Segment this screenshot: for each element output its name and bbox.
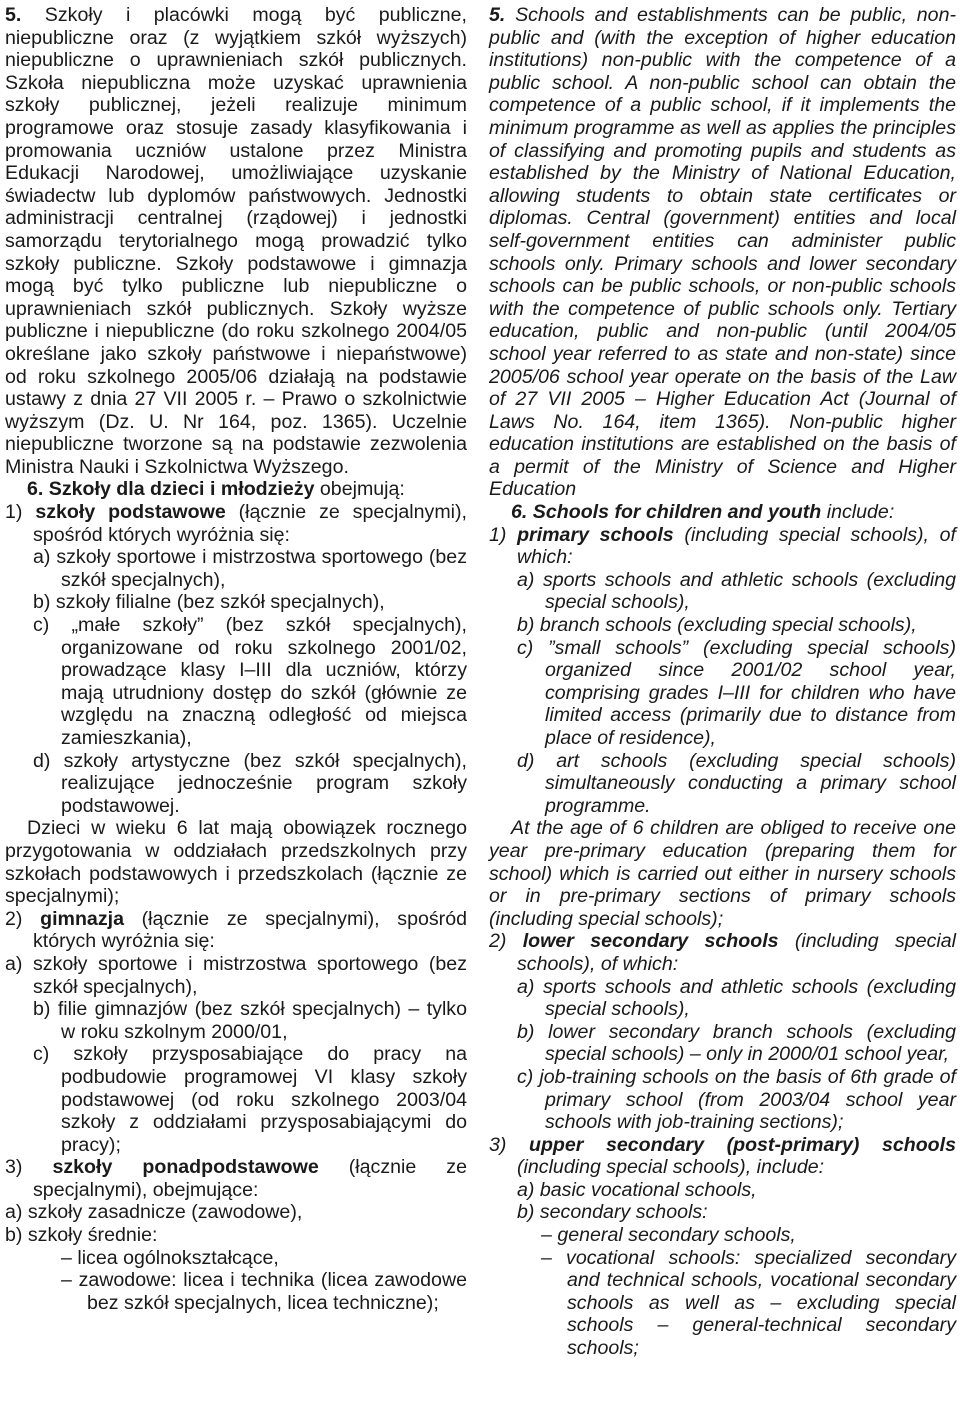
english-column <box>489 4 956 1360</box>
item-term: szkoły podstawowe <box>35 501 226 524</box>
paragraph-text: include: <box>821 501 895 524</box>
item-text: (including special schools), of which: <box>517 523 956 569</box>
item-term: lower secondary schools <box>522 930 779 953</box>
item-term: upper secondary (post-primary) schools <box>529 1133 956 1156</box>
sub-item-2c-en: c) job-training schools on the basis of 6th grade of primary school (from 2003/04 school year schools with job-training sections); <box>517 1065 956 1134</box>
paragraph-text: Szkoły i placówki mogą być publiczne, niepubliczne oraz (z wyjątkiem szkół wyższych) niepubliczne o uprawnieniach szkół publicznych. Szkoła niepubliczna może uzyskać uprawnienia szkoły publicznej, jeżeli realizuje minimum programowe oraz stosuje zasady klasyfikowania i promowania uczniów ustalone przez Ministra Edukacji Narodowej, umożliwiające uzyskanie świadectw lub dyplomów państwowych. Jednostki administracji centralnej (rządowej) i jednostki samorządu terytorialnego mogą prowadzić tylko szkoły publiczne. Szkoły podstawowe i gimnazja mogą być tylko publiczne lub niepubliczne o uprawnieniach szkół publicznych. Szkoły wyższe publiczne i niepubliczne (do roku szkolnego 2004/05 określane jako szkoły państwowe i niepaństwowe) od roku szkolnego 2005/06 działają na podstawie ustawy z dnia 27 VII 2005 r. – Prawo o szkolnictwie wyższym (Dz. U. Nr 164, poz. 1365). Uczelnie niepubliczne tworzone są na podstawie zezwolenia Ministra Nauki i Szkolnictwa Wyższego. <box>5 4 467 478</box>
sub-item-3b1-en: – general secondary schools, <box>541 1224 796 1247</box>
item-term: szkoły ponadpodstawowe <box>52 1156 319 1179</box>
paragraph-text: obejmują: <box>314 478 405 501</box>
paragraph-6-pl <box>5 478 467 501</box>
item-number: 2) <box>5 907 41 930</box>
item-number: 3) <box>489 1133 529 1156</box>
sub-item-2c-pl: c) szkoły przysposabiające do pracy na podbudowie programowej VI klasy szkoły podstawowej (od roku szkolnego 2003/04 szkoły z oddziałami przysposabiającymi do pracy); <box>33 1043 467 1156</box>
item-number: 2) <box>489 930 523 953</box>
item-text: (including special schools), of which: <box>517 930 956 975</box>
list-item-1-pl <box>5 501 467 546</box>
paragraph-6-en <box>489 501 956 524</box>
sub-item-1c-en: c) ”small schools” (excluding special schools) organized since 2001/02 school year, comprising grades I–III for children who have limited access (primarily due to distance from place of residence), <box>517 636 956 749</box>
sub-item-1a-pl: a) szkoły sportowe i mistrzostwa sportowego (bez szkół specjalnych), <box>33 546 467 591</box>
list-item-2-pl <box>5 908 467 953</box>
sub-item-1b-en: b) branch schools (excluding special schools), <box>517 614 917 637</box>
item-number: 1) <box>5 501 36 524</box>
item-term: primary schools <box>517 523 674 546</box>
item-text: (łącznie ze specjalnymi), spośród których wyróżnia się: <box>33 907 467 953</box>
sub-item-1c-pl: c) „małe szkoły” (bez szkół specjalnych), organizowane od roku szkolnego 2001/02, prowadzące klasy I–III dla uczniów, którzy mają utrudniony dostęp do szkół (głównie ze względu na znaczną odległość od miejsca zamieszkania), <box>33 614 467 749</box>
sub-item-2b-pl: b) filie gimnazjów (bez szkół specjalnych) – tylko w roku szkolnym 2000/01, <box>33 998 467 1043</box>
item-text: (łącznie ze specjalnymi), spośród których wyróżnia się: <box>33 501 468 546</box>
sub-item-3b2-pl: – zawodowe: licea i technika (licea zawodowe bez szkół specjalnych, licea techniczne); <box>61 1269 467 1314</box>
item-text: (łącznie ze specjalnymi), obejmujące: <box>33 1156 467 1201</box>
sub-item-3b-pl: b) szkoły średnie: <box>5 1224 158 1247</box>
sub-item-1b-pl: b) szkoły filialne (bez szkół specjalnych), <box>33 591 385 614</box>
preschool-note-pl: Dzieci w wieku 6 lat mają obowiązek rocznego przygotowania w oddziałach przedszkolnych przy szkołach podstawowych i przedszkolach (łącznie ze specjalnymi); <box>5 817 467 908</box>
paragraph-number: 5. <box>489 4 506 26</box>
item-number: 1) <box>489 523 518 546</box>
list-item-2-en <box>489 930 956 975</box>
paragraph-text: Schools and establishments can be public, non-public and (with the exception of higher education institutions) non-public with the competence of a public school. A non-public school can obtain the competence of a public school, if it implements the minimum programme as well as applies the principles of classifying and promoting pupils and students as established by the Ministry of National Education, allowing students to obtain state certificates or diplomas. Central (government) entities and local self-government entities can administer public schools only. Primary schools and lower secondary schools can be public schools, or non-public schools with the competence of public schools only. Tertiary education, public and non-public (until 2004/05 school year referred to as state and non-state) since 2005/06 school year operate on the basis of the Law of 27 VII 2005 – Higher Education Act (Journal of Laws No. 164, item 1365). Non-public higher education institutions are established on the basis of a permit of the Ministry of Science and Higher Education <box>489 4 956 501</box>
item-number: 3) <box>5 1156 53 1179</box>
paragraph-number: 5. <box>5 4 22 26</box>
sub-item-1d-pl: d) szkoły artystyczne (bez szkół specjalnych), realizujące jednocześnie program szkoły podstawowej. <box>33 749 467 817</box>
sub-item-2b-en: b) lower secondary branch schools (excluding special schools) – only in 2000/01 school year, <box>517 1020 956 1066</box>
sub-item-1a-en: a) sports schools and athletic schools (excluding special schools), <box>517 568 956 614</box>
section-heading: 6. Szkoły dla dzieci i młodzieży <box>27 478 315 501</box>
paragraph-5-pl <box>5 4 467 478</box>
sub-item-3a-pl: a) szkoły zasadnicze (zawodowe), <box>5 1201 303 1224</box>
section-heading: 6. Schools for children and youth <box>511 501 822 524</box>
list-item-1-en <box>489 524 956 569</box>
polish-column <box>5 4 467 1314</box>
paragraph-5-en <box>489 4 956 501</box>
sub-item-3b1-pl: – licea ogólnokształcące, <box>61 1246 279 1269</box>
sub-item-2a-en: a) sports schools and athletic schools (excluding special schools), <box>517 975 956 1021</box>
sub-item-3b2-en: – vocational schools: specialized secondary and technical schools, vocational secondary schools as well as – excluding special schools – general-technical secondary schools; <box>541 1246 956 1360</box>
list-item-3-en <box>489 1134 956 1179</box>
item-term: gimnazja <box>40 907 124 930</box>
preschool-note-en: At the age of 6 children are obliged to receive one year pre-primary education (preparing them for school) which is carried out either in nursery schools or in pre-primary sections of primary schools (including special schools); <box>489 817 956 930</box>
sub-item-3a-en: a) basic vocational schools, <box>517 1178 757 1201</box>
list-item-3-pl <box>5 1156 467 1201</box>
sub-item-2a-pl: a) szkoły sportowe i mistrzostwa sportowego (bez szkół specjalnych), <box>5 952 467 998</box>
sub-item-1d-en: d) art schools (excluding special schools) simultaneously conducting a primary school programme. <box>517 749 956 817</box>
sub-item-3b-en: b) secondary schools: <box>517 1201 708 1224</box>
item-text: (including special schools), include: <box>517 1156 825 1179</box>
